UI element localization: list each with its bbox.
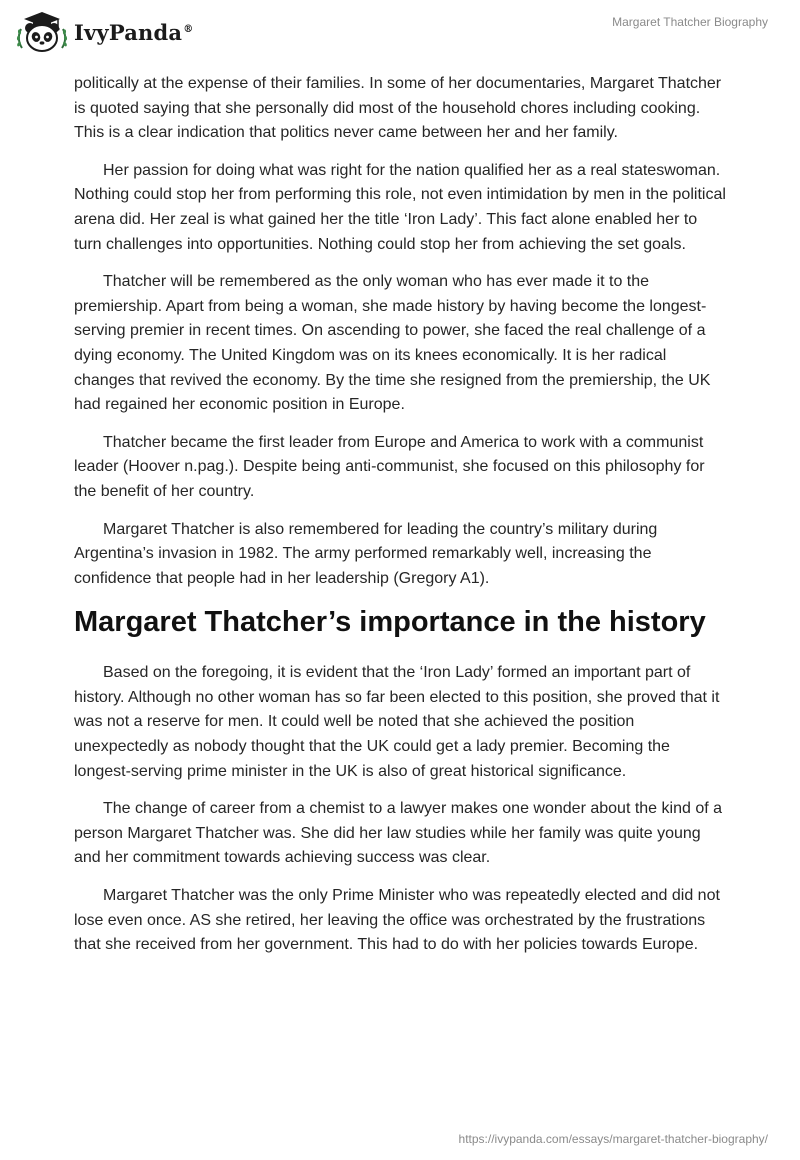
paragraph: Thatcher became the first leader from Europe and America to work with a communist leader (Hoover n.pag.). Despite being anti-communist, she focused on this philosophy for the benefit of her country. bbox=[74, 433, 705, 500]
registered-mark: ® bbox=[183, 23, 194, 35]
essay-content bbox=[74, 72, 726, 971]
source-url-link[interactable]: https://ivypanda.com/essays/margaret-thatcher-biography/ bbox=[458, 1132, 768, 1146]
brand-text: IvyPanda bbox=[74, 19, 183, 45]
paragraph: Her passion for doing what was right for the nation qualified her as a real stateswoman. Nothing could stop her from performing this role, not even intimidation by men in the political arena did. Her zeal is what gained her the title ‘Iron Lady’. This fact alone enabled her to turn challenges into opportunities. Nothing could stop her from achieving the set goals. bbox=[74, 161, 726, 253]
paragraph: Margaret Thatcher was the only Prime Minister who was repeatedly elected and did not lose even once. AS she retired, her leaving the office was orchestrated by the frustrations that she received from her government. This had to do with her policies towards Europe. bbox=[74, 887, 720, 954]
section-heading: Margaret Thatcher’s importance in the history bbox=[74, 606, 706, 639]
paragraph-continued: politically at the expense of their families. In some of her documentaries, Margaret Thatcher is quoted saying that she personally did most of the household chores including cooking. This is a clear indication that politics never came between her and her family. bbox=[74, 75, 722, 142]
document-title: Margaret Thatcher Biography bbox=[612, 15, 768, 29]
paragraph: Based on the foregoing, it is evident that the ‘Iron Lady’ formed an important part of history. Although no other woman has so far been elected to this position, she proved that it was not a reserve for men. It could well be noted that she achieved the position unexpectedly as nobody thought that the UK could get a lady premier. Becoming the longest-serving prime minister in the UK is also of great historical significance. bbox=[74, 664, 720, 780]
paragraph: The change of career from a chemist to a lawyer makes one wonder about the kind of a person Margaret Thatcher was. She did her law studies while her family was quite young and her commitment towards achieving success was clear. bbox=[74, 800, 722, 867]
paragraph: Thatcher will be remembered as the only woman who has ever made it to the premiership. Apart from being a woman, she made history by having become the longest-serving premier in recent times. On ascending to power, she faced the real challenge of a dying economy. The United Kingdom was on its knees economically. It is her radical changes that revived the economy. By the time she resigned from the premiership, the UK had regained her economic position in Europe. bbox=[74, 273, 711, 414]
panda-graduation-cap-icon bbox=[14, 8, 70, 56]
paragraph: Margaret Thatcher is also remembered for leading the country’s military during Argentina’s invasion in 1982. The army performed remarkably well, increasing the confidence that people had in her leadership (Gregory A1). bbox=[74, 520, 658, 587]
page-header bbox=[0, 0, 800, 66]
ivypanda-logo[interactable] bbox=[14, 8, 193, 56]
brand-name bbox=[74, 20, 193, 45]
